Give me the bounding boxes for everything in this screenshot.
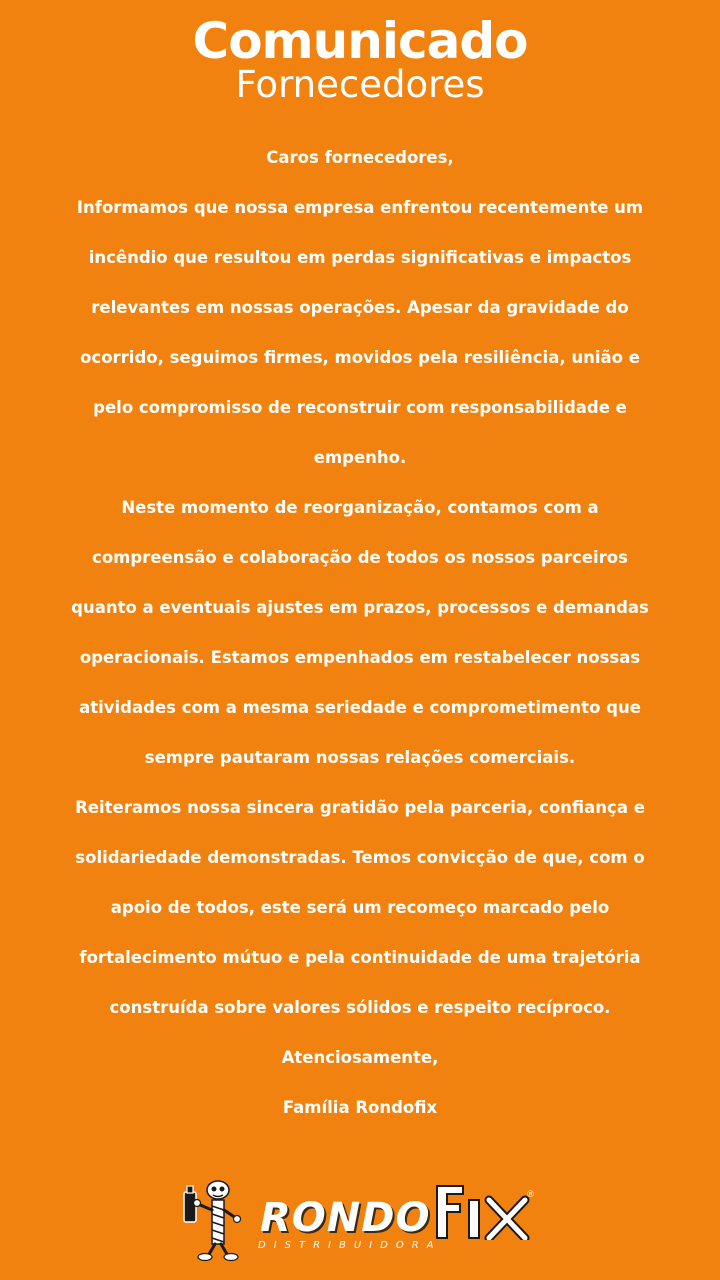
letter-line: incêndio que resultou em perdas significativas e impactos [88, 248, 632, 267]
brand-fix-mark [433, 1180, 533, 1240]
letter-line: apoio de todos, este será um recomeço marcado pelo [110, 898, 610, 917]
letter-line: Neste momento de reorganização, contamos com a [121, 498, 599, 517]
letter-closing: Atenciosamente, [281, 1048, 439, 1067]
letter-greeting: Caros fornecedores, [266, 148, 454, 167]
page-title: Comunicado [192, 12, 528, 70]
letter-line: quanto a eventuais ajustes em prazos, processos e demandas [71, 598, 649, 617]
letter-line: atividades com a mesma seriedade e comprometimento que [79, 698, 641, 717]
screw-mascot-icon [180, 1172, 250, 1262]
letter-line: compreensão e colaboração de todos os nossos parceiros [92, 548, 628, 567]
letter-line: ocorrido, seguimos firmes, movidos pela resiliência, união e [80, 348, 640, 367]
page-subtitle: Fornecedores [235, 63, 485, 106]
rondofix-logo [180, 1172, 550, 1262]
letter-line: sempre pautaram nossas relações comerciais. [144, 748, 576, 767]
brand-tagline: DISTRIBUIDORA [258, 1240, 442, 1251]
letter-line: pelo compromisso de reconstruir com responsabilidade e [93, 398, 627, 417]
letter-line: construída sobre valores sólidos e respeito recíproco. [109, 998, 611, 1017]
brand-wordmark: RONDO [260, 1195, 431, 1241]
registered-mark: ® [526, 1190, 535, 1200]
letter-line: fortalecimento mútuo e pela continuidade de uma trajetória [79, 948, 641, 967]
letter-line: empenho. [313, 448, 407, 467]
letter-body [40, 133, 680, 1133]
letter-signature: Família Rondofix [282, 1098, 438, 1117]
letter-line: operacionais. Estamos empenhados em restabelecer nossas [79, 648, 641, 667]
letter-line: solidariedade demonstradas. Temos convicção de que, com o [75, 848, 645, 867]
letter-line: Reiteramos nossa sincera gratidão pela parceria, confiança e [75, 798, 645, 817]
letter-line: Informamos que nossa empresa enfrentou recentemente um [76, 198, 644, 217]
letter-line: relevantes em nossas operações. Apesar da gravidade do [91, 298, 629, 317]
